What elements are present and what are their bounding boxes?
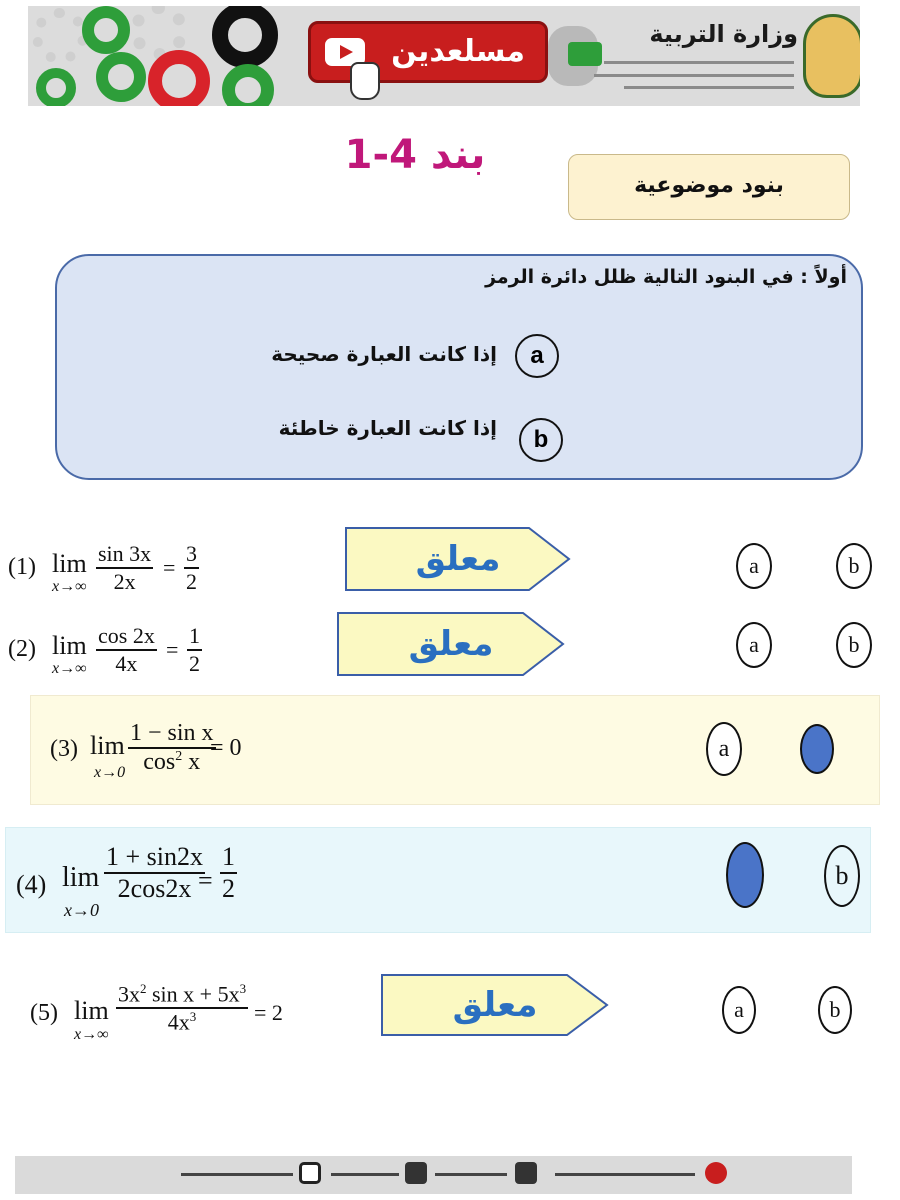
- kuwait-emblem-icon: [803, 14, 860, 98]
- instagram-icon: [299, 1162, 321, 1184]
- gear-icon: [32, 8, 88, 64]
- question-number: (3): [50, 736, 78, 762]
- exponent: 2: [140, 981, 147, 996]
- rhs-fraction: [187, 623, 202, 677]
- option-b-label: إذا كانت العبارة خاطئة: [278, 416, 497, 440]
- header-subtext-line: [604, 61, 794, 64]
- rhs-denominator: 2: [189, 650, 200, 676]
- numerator: 1 − sin x: [130, 720, 214, 746]
- choice-a[interactable]: a: [736, 543, 772, 589]
- choice-b[interactable]: b: [824, 845, 860, 907]
- instruction-box: [55, 254, 863, 480]
- rhs-numerator: 1: [189, 623, 200, 648]
- rhs-denominator: 2: [222, 873, 235, 903]
- lhs-fraction: [104, 842, 205, 904]
- lim-operator: lim: [52, 631, 87, 660]
- location-icon: [705, 1162, 727, 1184]
- header-subtext-line: [594, 74, 794, 77]
- numerator: 1 + sin2x: [106, 842, 204, 871]
- question-number: (4): [16, 870, 47, 899]
- lim-subscript: x→∞: [74, 1026, 109, 1043]
- denominator-exponent: 2: [175, 748, 183, 764]
- option-b-symbol: b: [519, 418, 563, 462]
- numerator-term-2: sin x + 5x: [146, 981, 240, 1007]
- question-number: (5): [30, 1000, 58, 1026]
- pending-tag: [381, 974, 609, 1036]
- denominator: [141, 749, 202, 776]
- equals-zero: = 0: [210, 735, 242, 761]
- lhs-fraction: [128, 720, 216, 776]
- phone-icon: [515, 1162, 537, 1184]
- footer-text-line: [555, 1173, 695, 1176]
- lim-operator: lim: [90, 731, 125, 760]
- cursor-hand-icon: [350, 62, 380, 100]
- lhs-fraction: [96, 623, 157, 677]
- exponent: 3: [239, 981, 247, 996]
- equals-two: = 2: [254, 1000, 283, 1025]
- gear-icon: [212, 6, 278, 68]
- gear-icon: [82, 6, 130, 54]
- channel-name: مسلعدين: [391, 34, 525, 69]
- pending-label: معلق: [408, 624, 494, 664]
- rhs-denominator: 2: [186, 568, 197, 594]
- footer-text-line: [435, 1173, 507, 1176]
- instruction-heading: أولاً : في البنود التالية ظلل دائرة الرمز: [485, 266, 847, 288]
- footer-bar: [15, 1156, 852, 1194]
- footer-text-line: [181, 1173, 293, 1176]
- equals-sign: =: [163, 555, 176, 580]
- section-label: بنود موضوعية: [568, 154, 850, 220]
- lim-subscript: x→0: [94, 764, 126, 781]
- option-a-symbol: a: [515, 334, 559, 378]
- pending-label: معلق: [452, 985, 538, 1025]
- rhs-numerator: 1: [222, 842, 235, 871]
- lim-subscript: x→∞: [52, 660, 87, 677]
- equals-sign: =: [166, 637, 179, 662]
- choice-b[interactable]: b: [836, 622, 872, 668]
- pending-label: معلق: [415, 539, 501, 579]
- denominator-variable: x: [182, 748, 201, 775]
- numerator: [116, 981, 248, 1007]
- header-banner: [28, 6, 860, 106]
- gear-icon: [36, 68, 76, 106]
- exponent: 3: [189, 1008, 197, 1024]
- rhs-fraction: [184, 541, 199, 595]
- choice-a[interactable]: a: [722, 986, 756, 1034]
- choice-b[interactable]: b: [836, 543, 872, 589]
- page-title: بند 4-1: [344, 132, 486, 178]
- rhs-numerator: 3: [186, 541, 197, 566]
- play-icon: [340, 45, 353, 59]
- denominator: 4x: [115, 650, 138, 676]
- option-a-label: إذا كانت العبارة صحيحة: [271, 342, 497, 366]
- gear-icon: [148, 50, 210, 106]
- lim-operator: lim: [62, 862, 100, 893]
- rhs-fraction: [220, 842, 237, 904]
- denominator-base: cos: [143, 748, 176, 775]
- denominator: 2cos2x: [117, 873, 192, 903]
- lim-operator: lim: [74, 996, 109, 1025]
- denominator-term: 4x: [167, 1009, 190, 1035]
- gear-icon: [222, 64, 274, 106]
- choice-a[interactable]: a: [736, 622, 772, 668]
- choice-b-selected[interactable]: [800, 724, 834, 774]
- lhs-fraction: [116, 981, 248, 1035]
- question-number: (1): [8, 554, 36, 580]
- lhs-fraction: [96, 541, 153, 595]
- numerator: cos 2x: [98, 623, 155, 648]
- choice-b[interactable]: b: [818, 986, 852, 1034]
- choice-a-selected[interactable]: [726, 842, 764, 908]
- ministry-name: وزارة التربية: [649, 20, 798, 48]
- denominator: [166, 1009, 199, 1035]
- header-subtext-line: [624, 86, 794, 89]
- pending-tag: [337, 612, 565, 676]
- denominator: 2x: [113, 568, 136, 594]
- gear-icon: [96, 52, 146, 102]
- choice-a[interactable]: a: [706, 722, 742, 776]
- phone-icon: [405, 1162, 427, 1184]
- youtube-channel-button[interactable]: [308, 21, 548, 83]
- pending-tag: [345, 527, 571, 591]
- lim-subscript: x→∞: [52, 578, 87, 595]
- numerator: sin 3x: [98, 541, 152, 566]
- footer-text-line: [331, 1173, 399, 1176]
- lim-operator: lim: [52, 549, 87, 578]
- lim-subscript: x→0: [64, 900, 99, 920]
- equals-sign: =: [198, 866, 213, 895]
- question-number: (2): [8, 636, 36, 662]
- numerator-term-1: 3x: [118, 981, 140, 1007]
